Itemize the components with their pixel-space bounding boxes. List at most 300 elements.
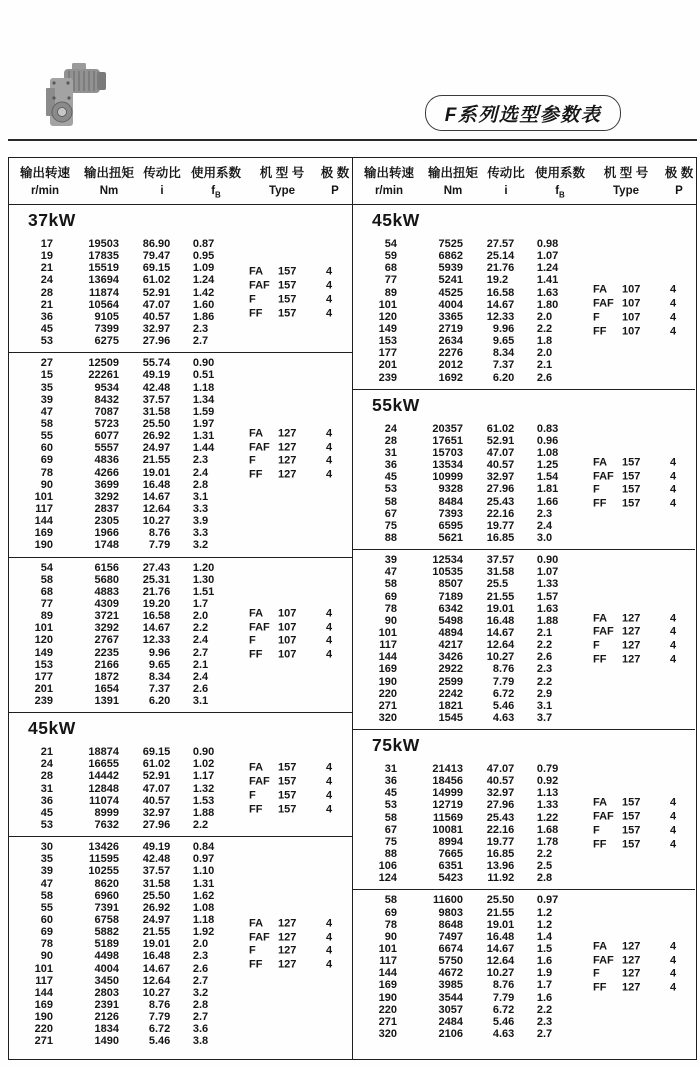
torque-value: 3365 bbox=[438, 310, 463, 323]
column-header bbox=[481, 163, 531, 204]
type-row bbox=[249, 279, 349, 293]
torque-value: 18874 bbox=[88, 746, 119, 759]
model-size: 157 bbox=[278, 775, 297, 788]
fb-value: 1.63 bbox=[536, 602, 559, 615]
torque-value: 6758 bbox=[94, 914, 119, 927]
speed-value: 271 bbox=[378, 699, 397, 712]
fb-value: 2.4 bbox=[192, 466, 209, 479]
ratio-value: 21.55 bbox=[142, 454, 171, 467]
speed-value: 69 bbox=[384, 906, 397, 919]
torque-value: 1872 bbox=[94, 670, 119, 683]
ratio-value: 10.27 bbox=[486, 651, 515, 664]
column-header bbox=[425, 163, 481, 204]
poles-value: 4 bbox=[326, 958, 333, 971]
fb-value: 1.6 bbox=[536, 991, 553, 1004]
poles-value: 4 bbox=[670, 954, 677, 967]
power-section bbox=[353, 205, 695, 389]
speed-value: 47 bbox=[40, 877, 53, 890]
ratio-value: 16.85 bbox=[486, 531, 515, 544]
table-row bbox=[9, 746, 352, 758]
speed-value: 39 bbox=[40, 865, 53, 878]
torque-value: 13534 bbox=[432, 459, 463, 472]
model-prefix: FF bbox=[593, 981, 607, 994]
poles-value: 4 bbox=[670, 311, 677, 324]
torque-value: 2837 bbox=[94, 502, 119, 515]
model-prefix: F bbox=[593, 967, 600, 980]
power-heading: 37kW bbox=[28, 210, 76, 230]
speed-value: 117 bbox=[35, 974, 53, 987]
torque-value: 17835 bbox=[88, 250, 119, 263]
ratio-value: 5.46 bbox=[492, 1015, 515, 1028]
table-row bbox=[9, 841, 352, 853]
fb-value: 2.2 bbox=[192, 819, 209, 832]
speed-value: 53 bbox=[384, 799, 397, 812]
fb-value: 1.53 bbox=[192, 794, 215, 807]
type-block bbox=[593, 612, 693, 667]
model-prefix: F bbox=[593, 639, 600, 652]
type-block bbox=[249, 762, 349, 817]
speed-value: 15 bbox=[40, 369, 53, 382]
torque-value: 4525 bbox=[438, 286, 463, 299]
model-size: 127 bbox=[622, 940, 641, 953]
fb-value: 1.24 bbox=[192, 274, 215, 287]
ratio-value: 31.58 bbox=[142, 405, 171, 418]
torque-value: 14442 bbox=[88, 770, 119, 783]
type-block bbox=[593, 284, 693, 339]
model-size: 127 bbox=[278, 468, 297, 481]
model-prefix: FAF bbox=[249, 441, 270, 454]
model-size: 127 bbox=[622, 639, 641, 652]
column-header bbox=[589, 163, 663, 204]
fb-value: 2.6 bbox=[536, 371, 553, 384]
model-size: 107 bbox=[278, 607, 297, 620]
type-row bbox=[249, 455, 349, 469]
speed-value: 28 bbox=[40, 286, 53, 299]
torque-value: 1654 bbox=[94, 682, 119, 695]
fb-value: 3.2 bbox=[192, 539, 209, 552]
torque-value: 7087 bbox=[94, 405, 119, 418]
speed-value: 190 bbox=[34, 539, 53, 552]
fb-value: 1.33 bbox=[536, 799, 559, 812]
speed-value: 90 bbox=[40, 950, 53, 963]
ratio-value: 52.91 bbox=[142, 286, 171, 299]
torque-value: 7497 bbox=[438, 930, 463, 943]
table-row bbox=[9, 527, 352, 539]
type-row bbox=[249, 762, 349, 776]
speed-value: 47 bbox=[384, 566, 397, 579]
speed-value: 120 bbox=[378, 310, 397, 323]
table-row bbox=[9, 683, 352, 695]
torque-value: 15519 bbox=[88, 262, 119, 275]
model-size: 157 bbox=[622, 483, 641, 496]
speed-value: 68 bbox=[40, 585, 53, 598]
table-row bbox=[9, 999, 352, 1011]
fb-value: 2.0 bbox=[536, 347, 553, 360]
torque-value: 7525 bbox=[438, 238, 463, 250]
speed-value: 55 bbox=[40, 430, 53, 443]
torque-value: 7391 bbox=[94, 901, 119, 914]
torque-value: 1821 bbox=[438, 699, 463, 712]
ratio-value: 8.76 bbox=[492, 663, 515, 676]
fb-value: 1.80 bbox=[536, 298, 559, 311]
speed-value: 75 bbox=[384, 519, 397, 532]
poles-value: 4 bbox=[326, 775, 333, 788]
type-row bbox=[249, 441, 349, 455]
table-row bbox=[353, 700, 695, 712]
ratio-value: 12.64 bbox=[486, 639, 515, 652]
fb-value: 3.1 bbox=[536, 699, 553, 712]
ratio-value: 5.46 bbox=[148, 1035, 171, 1048]
torque-value: 8999 bbox=[94, 806, 119, 819]
column-unit: $f_B$ bbox=[555, 185, 565, 200]
torque-value: 9803 bbox=[438, 906, 463, 919]
speed-value: 90 bbox=[384, 614, 397, 627]
fb-value: 1.9 bbox=[536, 967, 553, 980]
ratio-value: 25.43 bbox=[486, 495, 515, 508]
torque-value: 2391 bbox=[94, 999, 119, 1012]
torque-value: 3985 bbox=[438, 979, 463, 992]
torque-value: 6960 bbox=[94, 889, 119, 902]
column-label: 极 数 bbox=[320, 166, 350, 180]
table-row bbox=[353, 347, 695, 359]
table-row bbox=[9, 250, 352, 262]
speed-value: 144 bbox=[34, 986, 53, 999]
fb-value: 1.6 bbox=[536, 955, 553, 968]
fb-value: 3.3 bbox=[192, 527, 209, 540]
torque-value: 2235 bbox=[94, 646, 119, 659]
table-row bbox=[353, 532, 695, 544]
speed-value: 58 bbox=[40, 889, 53, 902]
speed-value: 60 bbox=[40, 442, 53, 455]
table-row bbox=[9, 1035, 352, 1047]
model-prefix: FAF bbox=[249, 775, 270, 788]
fb-value: 2.7 bbox=[192, 646, 209, 659]
torque-value: 2276 bbox=[438, 347, 463, 360]
torque-value: 6275 bbox=[94, 335, 119, 348]
fb-value: 1.78 bbox=[536, 835, 559, 848]
ratio-value: 32.97 bbox=[142, 806, 171, 819]
poles-value: 4 bbox=[326, 607, 333, 620]
speed-value: 144 bbox=[378, 967, 397, 980]
model-prefix: FF bbox=[249, 648, 263, 661]
type-block bbox=[249, 266, 349, 321]
speed-value: 101 bbox=[378, 943, 397, 956]
table-row bbox=[353, 578, 695, 590]
poles-value: 4 bbox=[670, 796, 677, 809]
ratio-value: 42.48 bbox=[142, 853, 171, 866]
table-row bbox=[9, 902, 352, 914]
torque-value: 2012 bbox=[438, 359, 463, 372]
speed-value: 169 bbox=[378, 979, 397, 992]
torque-value: 11874 bbox=[89, 286, 119, 299]
fb-value: 2.0 bbox=[192, 610, 209, 623]
fb-value: 1.41 bbox=[536, 274, 559, 287]
speed-value: 88 bbox=[384, 848, 397, 861]
power-heading: 75kW bbox=[372, 735, 420, 756]
torque-value: 8648 bbox=[438, 918, 463, 931]
column-header bbox=[137, 163, 187, 204]
fb-value: 2.2 bbox=[536, 675, 553, 688]
torque-value: 17651 bbox=[432, 434, 463, 447]
torque-value: 12719 bbox=[432, 799, 463, 812]
fb-value: 1.07 bbox=[536, 566, 559, 579]
torque-value: 13426 bbox=[88, 841, 119, 854]
table-row bbox=[9, 586, 352, 598]
model-prefix: FAF bbox=[593, 954, 614, 967]
ratio-value: 16.85 bbox=[486, 848, 515, 861]
ratio-value: 7.79 bbox=[492, 675, 515, 688]
fb-value: 0.87 bbox=[192, 238, 215, 250]
torque-value: 6595 bbox=[438, 519, 463, 532]
ratio-value: 4.63 bbox=[492, 711, 515, 724]
speed-value: 45 bbox=[384, 787, 397, 800]
speed-value: 144 bbox=[378, 651, 397, 664]
ratio-value: 9.96 bbox=[492, 322, 515, 335]
ratio-value: 25.50 bbox=[486, 894, 515, 907]
speed-value: 58 bbox=[40, 573, 53, 586]
fb-value: 1.42 bbox=[192, 286, 215, 299]
column-label: 输出转速 bbox=[363, 166, 414, 180]
type-block bbox=[249, 607, 349, 662]
fb-value: 0.90 bbox=[192, 746, 215, 759]
torque-value: 7665 bbox=[438, 848, 463, 861]
fb-value: 2.3 bbox=[192, 950, 209, 963]
type-row bbox=[593, 626, 693, 640]
torque-value: 19503 bbox=[88, 238, 119, 250]
model-size: 157 bbox=[278, 279, 297, 292]
torque-value: 9328 bbox=[438, 483, 463, 496]
model-prefix: FAF bbox=[249, 279, 270, 292]
left-half bbox=[9, 205, 352, 1059]
fb-value: 2.4 bbox=[192, 670, 209, 683]
speed-value: 53 bbox=[384, 483, 397, 496]
torque-value: 13694 bbox=[88, 274, 119, 287]
speed-value: 30 bbox=[40, 841, 53, 854]
torque-value: 22261 bbox=[88, 369, 119, 382]
table-row bbox=[9, 369, 352, 381]
table-row bbox=[9, 357, 352, 369]
speed-value: 28 bbox=[384, 434, 397, 447]
model-size: 107 bbox=[622, 325, 641, 338]
power-section bbox=[353, 729, 695, 1045]
fb-value: 1.92 bbox=[192, 926, 215, 939]
ratio-value: 55.74 bbox=[142, 357, 171, 370]
speed-value: 220 bbox=[378, 1003, 397, 1016]
ratio-value: 24.97 bbox=[142, 914, 171, 927]
ratio-value: 24.97 bbox=[142, 442, 171, 455]
model-size: 107 bbox=[278, 634, 297, 647]
torque-value: 5680 bbox=[94, 573, 119, 586]
model-size: 127 bbox=[278, 944, 297, 957]
table-row bbox=[9, 987, 352, 999]
table-row bbox=[353, 1028, 695, 1040]
table-header bbox=[9, 158, 696, 205]
fb-value: 1.5 bbox=[536, 943, 553, 956]
model-size: 127 bbox=[622, 967, 641, 980]
fb-value: 2.7 bbox=[192, 974, 209, 987]
ratio-value: 52.91 bbox=[142, 770, 171, 783]
poles-value: 4 bbox=[326, 802, 333, 815]
fb-value: 1.22 bbox=[536, 811, 559, 824]
table-row bbox=[9, 335, 352, 347]
ratio-value: 40.57 bbox=[142, 794, 171, 807]
ratio-value: 6.72 bbox=[492, 687, 515, 700]
fb-value: 0.83 bbox=[536, 422, 559, 435]
gear-motor-image bbox=[38, 62, 110, 130]
ratio-value: 8.76 bbox=[148, 999, 171, 1012]
torque-value: 11595 bbox=[89, 853, 119, 866]
poles-value: 4 bbox=[326, 454, 333, 467]
speed-value: 190 bbox=[378, 675, 397, 688]
table-row bbox=[9, 238, 352, 250]
column-unit: i bbox=[504, 185, 508, 197]
speed-value: 58 bbox=[40, 417, 53, 430]
model-size: 127 bbox=[278, 427, 297, 440]
fb-value: 2.4 bbox=[192, 634, 209, 647]
torque-value: 2242 bbox=[438, 687, 463, 700]
table-row bbox=[9, 819, 352, 831]
type-row bbox=[249, 266, 349, 280]
column-unit: Type bbox=[613, 185, 639, 197]
table-row bbox=[9, 491, 352, 503]
column-unit: i bbox=[160, 185, 164, 197]
model-size: 107 bbox=[622, 297, 641, 310]
fb-value: 1.18 bbox=[192, 381, 215, 394]
ratio-value: 47.07 bbox=[486, 446, 515, 459]
column-header bbox=[245, 163, 319, 204]
column-header bbox=[81, 163, 137, 204]
ratio-value: 7.79 bbox=[148, 539, 171, 552]
fb-value: 1.51 bbox=[192, 585, 215, 598]
speed-value: 31 bbox=[384, 763, 397, 776]
ratio-value: 8.34 bbox=[492, 347, 515, 360]
power-heading: 55kW bbox=[372, 394, 420, 415]
speed-value: 78 bbox=[40, 466, 53, 479]
speed-value: 45 bbox=[40, 806, 53, 819]
poles-value: 4 bbox=[326, 293, 333, 306]
speed-value: 220 bbox=[378, 687, 397, 700]
table-row bbox=[353, 566, 695, 578]
fb-value: 2.3 bbox=[536, 663, 553, 676]
model-prefix: FF bbox=[593, 838, 607, 851]
model-size: 127 bbox=[278, 454, 297, 467]
poles-value: 4 bbox=[670, 611, 677, 624]
type-row bbox=[593, 640, 693, 654]
power-section bbox=[353, 389, 695, 729]
ratio-value: 9.96 bbox=[148, 646, 171, 659]
selection-table bbox=[8, 157, 697, 1060]
type-row bbox=[593, 311, 693, 325]
model-prefix: FA bbox=[249, 427, 264, 440]
model-prefix: FA bbox=[593, 940, 608, 953]
table-row bbox=[9, 394, 352, 406]
model-size: 157 bbox=[278, 265, 297, 278]
speed-value: 19 bbox=[40, 250, 53, 263]
speed-value: 27 bbox=[40, 357, 53, 370]
speed-value: 78 bbox=[40, 938, 53, 951]
speed-value: 36 bbox=[40, 794, 53, 807]
fb-value: 2.7 bbox=[192, 1011, 209, 1024]
torque-value: 10999 bbox=[432, 471, 463, 484]
torque-value: 6077 bbox=[94, 430, 119, 443]
power-heading: 45kW bbox=[28, 718, 76, 739]
torque-value: 12534 bbox=[432, 554, 463, 567]
model-size: 157 bbox=[278, 761, 297, 774]
model-size: 127 bbox=[622, 611, 641, 624]
poles-value: 4 bbox=[326, 917, 333, 930]
table-row bbox=[9, 323, 352, 335]
fb-value: 1.25 bbox=[536, 459, 559, 472]
torque-value: 5241 bbox=[438, 274, 463, 287]
torque-value: 20357 bbox=[432, 422, 463, 435]
ratio-value: 27.96 bbox=[486, 483, 515, 496]
speed-value: 101 bbox=[34, 490, 53, 503]
column-header bbox=[531, 163, 589, 204]
model-prefix: FAF bbox=[593, 297, 614, 310]
model-size: 157 bbox=[278, 802, 297, 815]
column-unit: r/min bbox=[30, 185, 60, 197]
table-row bbox=[9, 975, 352, 987]
ratio-value: 19.01 bbox=[486, 918, 515, 931]
torque-value: 11074 bbox=[89, 794, 119, 807]
ratio-value: 47.07 bbox=[142, 782, 171, 795]
data-block bbox=[9, 742, 352, 836]
ratio-value: 25.31 bbox=[142, 573, 171, 586]
fb-value: 1.88 bbox=[192, 806, 215, 819]
ratio-value: 19.01 bbox=[142, 466, 171, 479]
type-row bbox=[593, 838, 693, 852]
speed-value: 47 bbox=[40, 405, 53, 418]
table-body bbox=[9, 205, 696, 1059]
poles-value: 4 bbox=[326, 648, 333, 661]
fb-value: 0.90 bbox=[536, 554, 559, 567]
ratio-value: 14.67 bbox=[486, 626, 515, 639]
fb-value: 3.0 bbox=[536, 531, 553, 544]
torque-value: 3450 bbox=[94, 974, 119, 987]
model-size: 157 bbox=[622, 497, 641, 510]
table-row bbox=[353, 860, 695, 872]
column-unit: $f_B$ bbox=[211, 185, 221, 200]
table-row bbox=[353, 238, 695, 250]
torque-value: 6351 bbox=[438, 860, 463, 873]
column-unit: P bbox=[331, 185, 339, 197]
torque-value: 5939 bbox=[438, 262, 463, 275]
torque-value: 2803 bbox=[94, 986, 119, 999]
speed-value: 190 bbox=[378, 991, 397, 1004]
fb-value: 2.2 bbox=[192, 622, 209, 635]
fb-value: 0.95 bbox=[192, 250, 215, 263]
model-prefix: F bbox=[593, 311, 600, 324]
right-header bbox=[352, 158, 695, 204]
torque-value: 5557 bbox=[94, 442, 119, 455]
type-row bbox=[249, 775, 349, 789]
table-row bbox=[9, 671, 352, 683]
fb-value: 2.2 bbox=[536, 1003, 553, 1016]
torque-value: 8620 bbox=[94, 877, 119, 890]
torque-value: 8994 bbox=[438, 835, 463, 848]
torque-value: 2126 bbox=[94, 1011, 119, 1024]
speed-value: 144 bbox=[34, 515, 53, 528]
speed-value: 58 bbox=[384, 811, 397, 824]
table-row bbox=[9, 695, 352, 707]
ratio-value: 40.57 bbox=[486, 459, 515, 472]
poles-value: 4 bbox=[670, 967, 677, 980]
type-block bbox=[593, 940, 693, 995]
table-row bbox=[353, 763, 695, 775]
ratio-value: 9.65 bbox=[492, 335, 515, 348]
speed-value: 90 bbox=[40, 478, 53, 491]
type-row bbox=[593, 298, 693, 312]
